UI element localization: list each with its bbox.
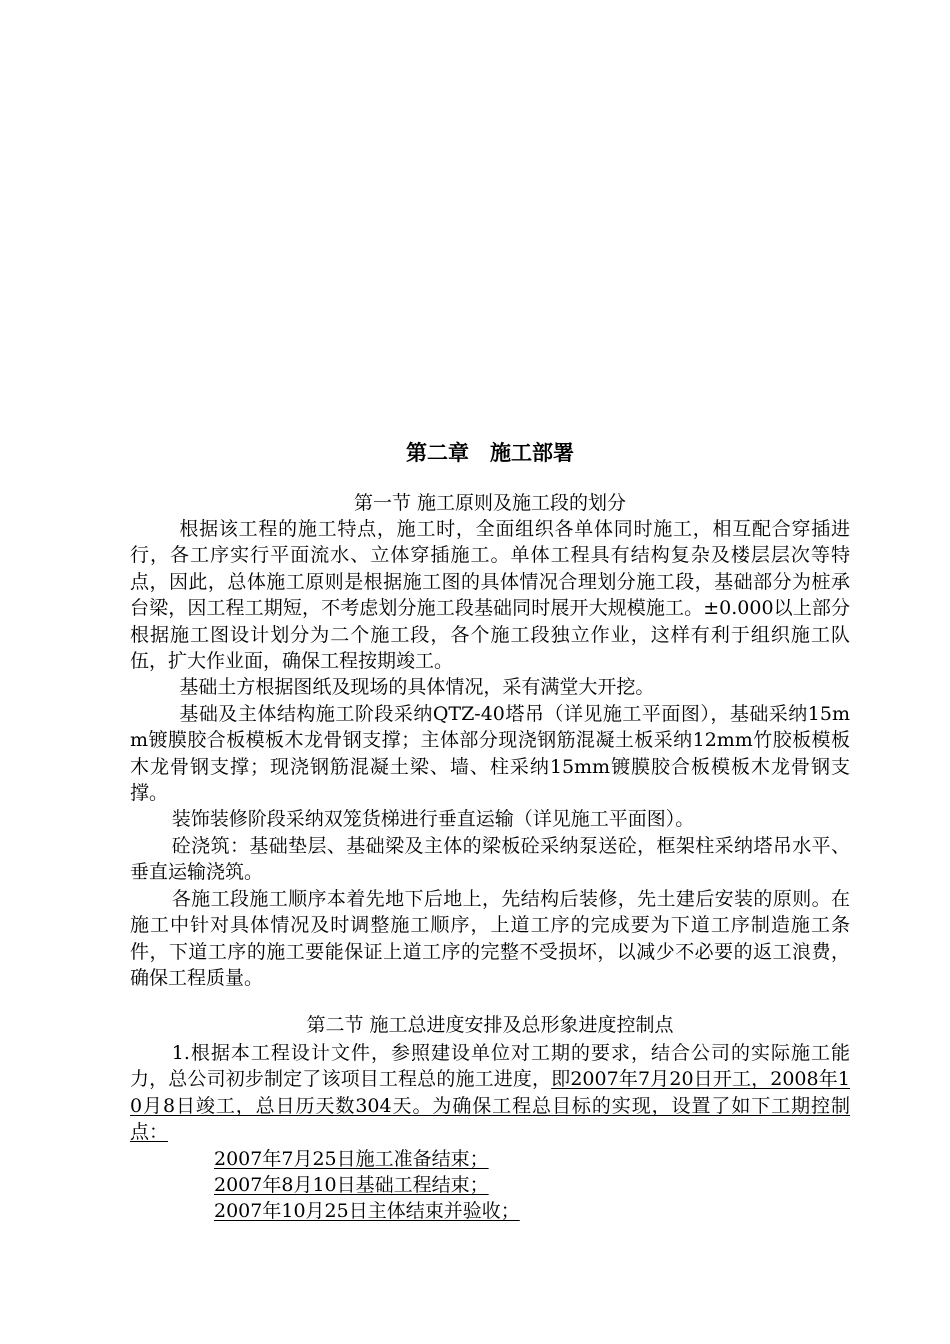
paragraph: 基础土方根据图纸及现场的具体情况，采有满堂大开挖。 [179,676,655,699]
paragraph: 根据该工程的施工特点，施工时，全面组织各单体同时施工，相互配合穿插进行，各工序实行平面流水、立体穿插施工。单体工程具有结构复杂及楼层层次等特点，因此，总体施工原则是根据施工图的具体情况合理划分施工段，基础部分为桩承台梁，因工程工期短，不考虑划分施工段基础同时展开大规模施工。±0.000以上部分根据施工图设计划分为二个施工段，各个施工段独立作业，这样有利于组织施工队伍，扩大作业面，确保工程按期竣工。 [130,518,850,673]
milestone-item: 2007年7月25日施工准备结束； [214,1147,489,1170]
schedule-paragraph [130,1040,850,1146]
schedule-dates: 即2007年7月20日开工，2008年10月8日竣工，总日历天数304天。为确保工程总目标的实现，设置了如下工期控制点： [130,1068,850,1144]
section-1-title: 第一节 施工原则及施工段的划分 [353,492,627,514]
paragraph: 砼浇筑：基础垫层、基础梁及主体的梁板砼采纳泵送砼，框架柱采纳塔吊水平、垂直运输浇筑。 [130,834,850,884]
schedule-intro: 1.根据本工程设计文件，参照建设单位对工期的要求，结合公司的实际施工能力，总公司初步制定了该项目工程总的施工进度， [130,1042,850,1091]
section-1-body [130,516,850,991]
milestone-item: 2007年8月10日基础工程结束； [214,1174,489,1197]
section-2-body [130,1040,850,1225]
section-2-title: 第二节 施工总进度安排及总形象进度控制点 [306,1014,674,1036]
milestone-list [214,1146,850,1225]
document-page [130,0,850,1344]
chapter-title: 第二章 施工部署 [406,441,574,465]
paragraph: 装饰装修阶段采纳双笼货梯进行垂直运输（详见施工平面图）。 [171,808,695,831]
paragraph: 基础及主体结构施工阶段采纳QTZ-40塔吊（详见施工平面图），基础采纳15mm镀膜胶合板模板木龙骨钢支撑；主体部分现浇钢筋混凝土板采纳12mm竹胶板模板木龙骨钢支撑；现浇钢筋混凝土梁、墙、柱采纳15mm镀膜胶合板模板木龙骨钢支撑。 [130,702,850,805]
paragraph: 各施工段施工顺序本着先地下后地上，先结构后装修，先土建后安装的原则。在施工中针对具体情况及时调整施工顺序，上道工序的完成要为下道工序制造施工条件，下道工序的施工要能保证上道工序的完整不受损坏，以减少不必要的返工浪费，确保工程质量。 [130,887,850,989]
milestone-item: 2007年10月25日主体结束并验收； [214,1200,520,1223]
